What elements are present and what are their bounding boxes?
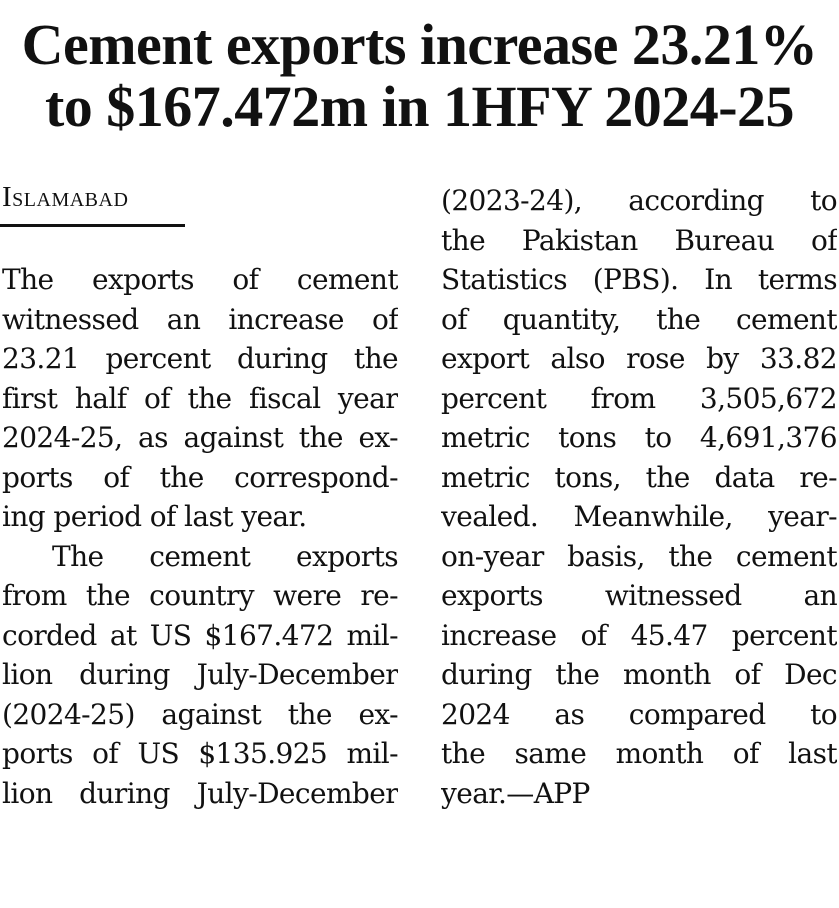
body-line: from the country were re- [2,579,398,612]
body-line: lion during July-December [2,776,398,810]
dateline: Islamabad [2,181,129,213]
body-line: ports of the correspond- [2,460,398,494]
body-line: witnessed an increase of [2,302,398,336]
article-column-right [441,181,837,813]
headline-line-2: to $167.472m in 1HFY 2024-25 [44,74,795,139]
body-line: Statistics (PBS). In terms [441,263,837,296]
body-line: 2024 as compared to [441,697,837,731]
body-line: corded at US $167.472 mil- [2,618,398,652]
body-line: (2023-24), according to [441,184,837,217]
body-line: percent from 3,505,672 [441,381,837,415]
body-line: The cement exports [52,539,398,573]
body-line: The exports of cement [2,263,398,296]
body-line: on-year basis, the cement [441,539,837,573]
body-line: year.—APP [441,776,590,810]
dateline-underline [0,224,185,227]
body-line: the Pakistan Bureau of [441,223,837,257]
body-line: (2024-25) against the ex- [2,697,398,731]
body-line: exports witnessed an [441,579,837,612]
body-line: vealed. Meanwhile, year- [441,500,837,533]
headline [0,14,839,138]
body-line: during the month of Dec [441,658,837,691]
body-line: metric tons to 4,691,376 [441,421,837,454]
body-line: increase of 45.47 percent [441,618,837,652]
body-line: ports of US $135.925 mil- [2,737,398,770]
body-line: ing period of last year. [2,500,307,533]
body-line: 2024-25, as against the ex- [2,421,398,454]
body-line: first half of the fiscal year [2,381,398,415]
article-column-left [2,260,398,813]
body-line: export also rose by 33.82 [441,342,837,375]
body-line: metric tons, the data re- [441,460,837,494]
body-line: of quantity, the cement [441,302,837,336]
body-line: the same month of last [441,737,837,770]
body-line: lion during July-December [2,658,398,691]
body-line: 23.21 percent during the [2,342,398,375]
headline-line-1: Cement exports increase 23.21% [21,12,818,77]
